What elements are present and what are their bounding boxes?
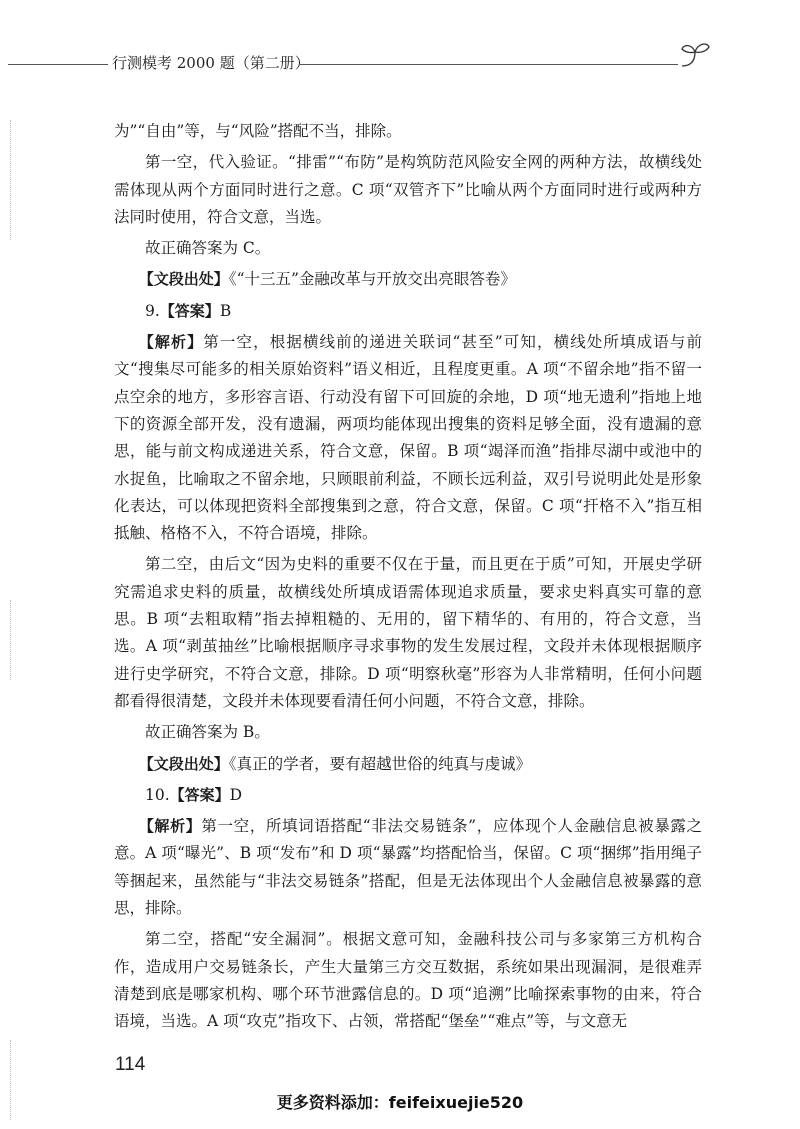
answer-label: 【答案】: [169, 785, 230, 804]
source-text: 《真正的学者，要有超越世俗的纯真与虔诚》: [228, 754, 532, 773]
analysis-paragraph: [114, 813, 702, 922]
sprout-icon: [678, 40, 712, 68]
question-number: 10.: [145, 785, 170, 804]
footer-note: 更多资料添加：feifeixuejie520: [276, 1093, 524, 1112]
paragraph: 故正确答案为 B。: [145, 723, 270, 742]
paragraph: 为”“自由”等，与“风险”搭配不当，排除。: [114, 122, 402, 140]
analysis-text: 第一空，根据横线前的递进关联词“甚至”可知，横线处所填成语与前文“搜集尽可能多的相关原始资料”语义相近，且程度更重。A 项“不留余地”指不留一点空余的地方，多形容言语、行动没有留下可回旋的余地，D 项“地无遗利”指地上地下的资源全部开发，没有遗漏，两项均能体现出搜集的资料足够全面，没有遗漏的意思，能与前文构成递进关系，符合文意，保留。B 项“竭泽而渔”指排尽湖中或池中的水捉鱼，比喻取之不留余地，只顾眼前利益，不顾长远利益，双引号说明此处是形象化表达，可以体现把资料全部搜集到之意，符合文意，保留。C 项“扞格不入”指互相抵触、格格不入，不符合语境，排除。: [114, 333, 702, 543]
header-rule-left: [8, 64, 108, 65]
answer-value: D: [229, 785, 243, 804]
paragraph: 第二空，搭配“安全漏洞”。根据文意可知，金融科技公司与多家第三方机构合作，造成用户交易链条长，产生大量第三方交互数据，系统如果出现漏洞，是很难弄清楚到底是哪家机构、哪个环节泄露信息的。D 项“追溯”比喻探索事物的由来，符合语境，当选。A 项“攻克”指攻下、占领，常搭配“堡垒”“难点”等，与文意无: [114, 930, 702, 1031]
page-body: [114, 118, 702, 1040]
question-number: 9.: [145, 301, 160, 320]
paragraph: 第二空，由后文“因为史料的重要不仅在于量，而且更在于质”可知，开展史学研究需追求史料的质量，故横线处所填成语需体现追求质量，要求史料真实可靠的意思。B 项“去粗取精”指去掉粗糙的、无用的，留下精华的、有用的，符合文意，当选。A 项“剥茧抽丝”比喻根据顺序寻求事物的发生发展过程，文段并未体现根据顺序进行史学研究，不符合文意，排除。D 项“明察秋毫”形容为人非常精明，任何小问题都看得很清楚，文段并未体现要看清任何小问题，不符合文意，排除。: [114, 555, 702, 710]
answer-line: [114, 782, 702, 809]
answer-label: 【答案】: [159, 301, 220, 320]
margin-dots: [10, 600, 13, 680]
source-label: 【文段出处】: [138, 754, 229, 773]
page-number: 114: [115, 1054, 146, 1075]
answer-value: B: [219, 301, 232, 320]
analysis-label: 【解析】: [138, 817, 202, 836]
header-rule-right: [300, 64, 678, 65]
margin-dots: [10, 120, 13, 240]
source-line: [114, 266, 702, 293]
source-label: 【文段出处】: [138, 270, 229, 289]
header-title: 行测模考 2000 题（第二册）: [112, 54, 310, 72]
analysis-paragraph: [114, 329, 702, 547]
analysis-label: 【解析】: [138, 333, 204, 352]
paragraph: 故正确答案为 C。: [145, 239, 271, 258]
answer-line: [114, 298, 702, 325]
analysis-text: 第一空，所填词语搭配“非法交易链条”，应体现个人金融信息被暴露之意。A 项“曝光”、B 项“发布”和 D 项“暴露”均搭配恰当，保留。C 项“捆绑”指用绳子等捆起来，虽然能与“非法交易链条”搭配，但是无法体现出个人金融信息被暴露的意思，排除。: [114, 817, 702, 918]
source-text: 《“十三五”金融改革与开放交出亮眼答卷》: [228, 270, 516, 289]
source-line: [114, 751, 702, 778]
paragraph: 第一空，代入验证。“排雷”“布防”是构筑防范风险安全网的两种方法，故横线处需体现从两个方面同时进行之意。C 项“双管齐下”比喻从两个方面同时进行或两种方法同时使用，符合文意，当选。: [114, 153, 702, 226]
